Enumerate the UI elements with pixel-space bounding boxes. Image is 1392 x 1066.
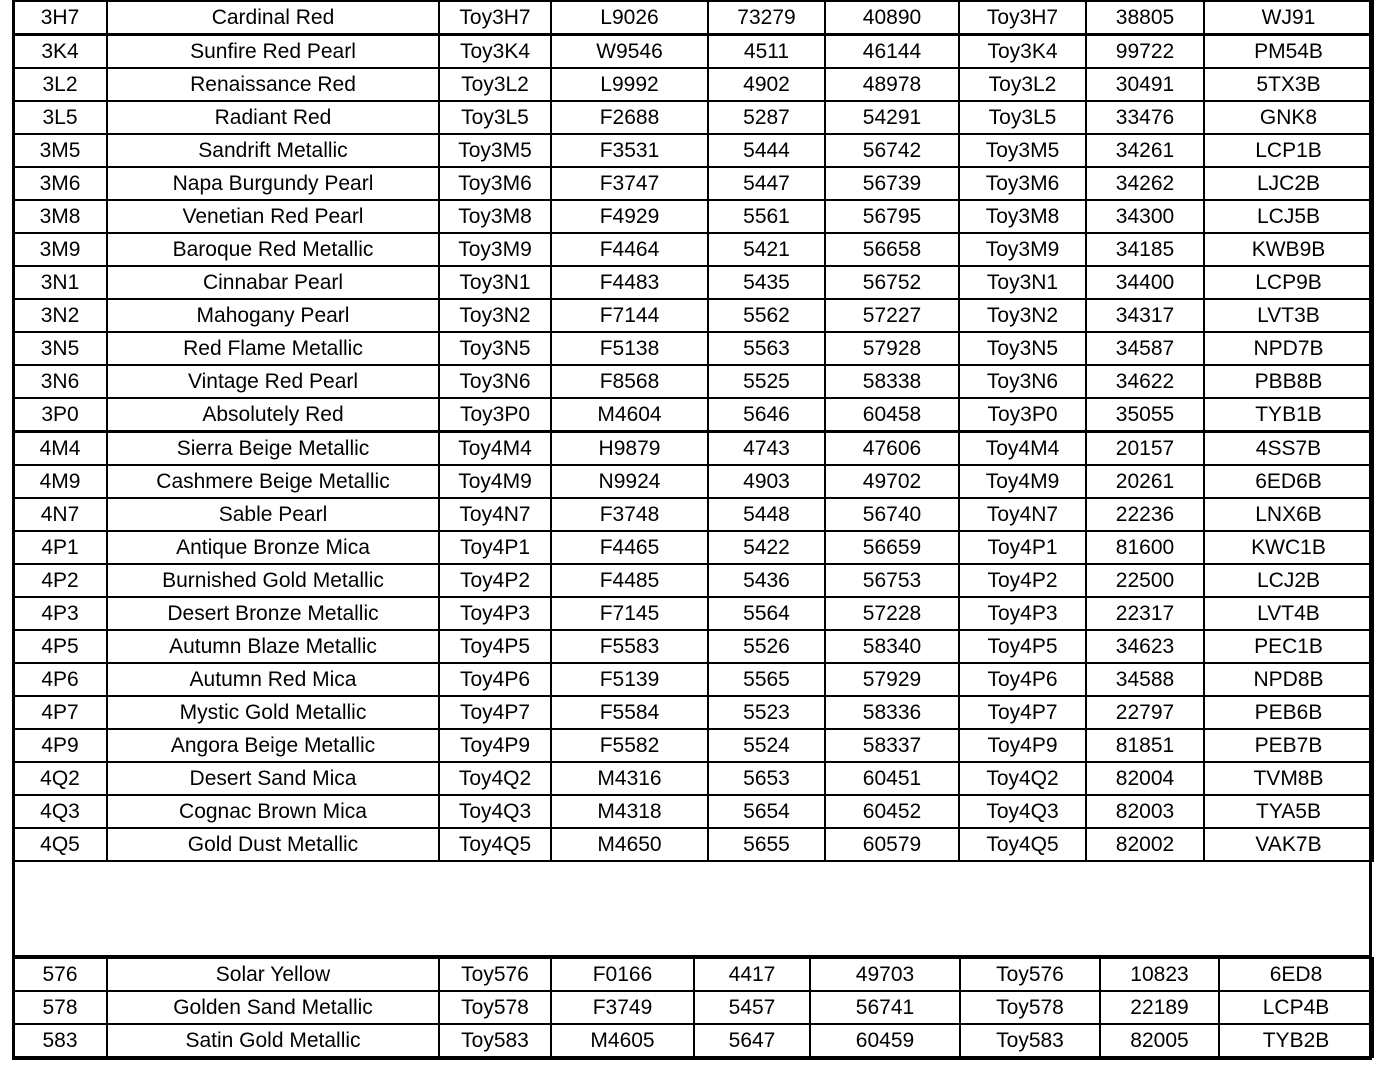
table-cell: 34185 [1086, 233, 1204, 266]
table-cell: Toy578 [439, 991, 551, 1024]
table-row [13, 1024, 1373, 1057]
table-cell: 5422 [708, 531, 825, 564]
table-cell: 5525 [708, 365, 825, 398]
table-cell: WJ91 [1204, 1, 1373, 35]
table-cell: 57227 [825, 299, 959, 332]
table-cell: 22317 [1086, 597, 1204, 630]
table-cell: PEB7B [1204, 729, 1373, 762]
table-cell: LCP1B [1204, 134, 1373, 167]
table-cell: 34262 [1086, 167, 1204, 200]
table-cell: 5646 [708, 398, 825, 432]
table-cell: M4316 [551, 762, 708, 795]
table-row [13, 134, 1373, 167]
table-row [13, 531, 1373, 564]
table-cell: 58337 [825, 729, 959, 762]
table-cell: M4604 [551, 398, 708, 432]
table-cell: 56795 [825, 200, 959, 233]
table-cell: 35055 [1086, 398, 1204, 432]
table-cell: Toy4Q5 [959, 828, 1086, 861]
table-row [13, 795, 1373, 828]
table-cell: Toy4M4 [439, 432, 551, 466]
table-row [13, 465, 1373, 498]
table-cell: 3N2 [13, 299, 107, 332]
table-row [13, 365, 1373, 398]
table-cell: 4P6 [13, 663, 107, 696]
table-cell: Renaissance Red [107, 68, 439, 101]
table-cell: 583 [13, 1024, 107, 1057]
table-cell: Toy4M9 [439, 465, 551, 498]
table-cell: 58338 [825, 365, 959, 398]
table-row [13, 68, 1373, 101]
table-cell: 33476 [1086, 101, 1204, 134]
table-cell: Toy4Q3 [439, 795, 551, 828]
table-cell: Toy3M9 [959, 233, 1086, 266]
table-cell: Golden Sand Metallic [107, 991, 439, 1024]
table-cell: Toy3M6 [439, 167, 551, 200]
table-cell: M4318 [551, 795, 708, 828]
table-cell: 5523 [708, 696, 825, 729]
table-cell: 60459 [810, 1024, 960, 1057]
table-cell: 4P3 [13, 597, 107, 630]
table-row [13, 432, 1373, 466]
table-cell: 60452 [825, 795, 959, 828]
table-cell: LCP4B [1219, 991, 1373, 1024]
table-cell: 5647 [694, 1024, 810, 1057]
table-cell: Toy3L5 [959, 101, 1086, 134]
table-cell: Gold Dust Metallic [107, 828, 439, 861]
table-cell: Sunfire Red Pearl [107, 35, 439, 69]
table-cell: LCJ5B [1204, 200, 1373, 233]
table-cell: Sierra Beige Metallic [107, 432, 439, 466]
table-row [13, 828, 1373, 861]
table-cell: 10823 [1100, 958, 1219, 991]
table-cell: 49702 [825, 465, 959, 498]
table-cell: 57929 [825, 663, 959, 696]
table-cell: Toy3K4 [959, 35, 1086, 69]
table-cell: 6ED8 [1219, 958, 1373, 991]
table-cell: 5561 [708, 200, 825, 233]
table-cell: 56753 [825, 564, 959, 597]
table-cell: W9546 [551, 35, 708, 69]
table-cell: M4650 [551, 828, 708, 861]
table-cell: F5584 [551, 696, 708, 729]
table-cell: 5563 [708, 332, 825, 365]
table-cell: 34588 [1086, 663, 1204, 696]
table-cell: 4SS7B [1204, 432, 1373, 466]
table-cell: F3748 [551, 498, 708, 531]
table-cell: 58336 [825, 696, 959, 729]
section-gap [12, 922, 1372, 957]
table-cell: 4P7 [13, 696, 107, 729]
table-row [13, 1, 1373, 35]
table-row [13, 101, 1373, 134]
table-row [13, 200, 1373, 233]
table-row [13, 597, 1373, 630]
table-cell: 46144 [825, 35, 959, 69]
table-cell: NPD7B [1204, 332, 1373, 365]
table-cell: 34261 [1086, 134, 1204, 167]
table-cell: TVM8B [1204, 762, 1373, 795]
table-cell: 38805 [1086, 1, 1204, 35]
table-cell: 5287 [708, 101, 825, 134]
table-cell: 4743 [708, 432, 825, 466]
table-cell: Sable Pearl [107, 498, 439, 531]
table-cell: Toy4M4 [959, 432, 1086, 466]
table-cell: PM54B [1204, 35, 1373, 69]
table-cell: Toy4P7 [439, 696, 551, 729]
table-cell: F5582 [551, 729, 708, 762]
table-cell: 73279 [708, 1, 825, 35]
table-cell: LNX6B [1204, 498, 1373, 531]
table-cell: Toy3M8 [959, 200, 1086, 233]
table-cell: Autumn Red Mica [107, 663, 439, 696]
table-cell: 4P1 [13, 531, 107, 564]
table-cell: F4929 [551, 200, 708, 233]
table-cell: 40890 [825, 1, 959, 35]
table-cell: 5524 [708, 729, 825, 762]
table-cell: LCP9B [1204, 266, 1373, 299]
table-cell: 20157 [1086, 432, 1204, 466]
table-cell: 4P2 [13, 564, 107, 597]
table-row [13, 958, 1373, 991]
table-cell: 5448 [708, 498, 825, 531]
table-cell: Cardinal Red [107, 1, 439, 35]
table-cell: 56741 [810, 991, 960, 1024]
table-cell: TYB1B [1204, 398, 1373, 432]
table-cell: LVT3B [1204, 299, 1373, 332]
table-cell: 54291 [825, 101, 959, 134]
table-cell: 82002 [1086, 828, 1204, 861]
table-cell: 60451 [825, 762, 959, 795]
table-cell: 49703 [810, 958, 960, 991]
table-cell: Toy3N5 [439, 332, 551, 365]
table-cell: F3747 [551, 167, 708, 200]
paint-code-table-yellow [12, 957, 1374, 1058]
table-cell: Toy3N5 [959, 332, 1086, 365]
table-cell: Toy4P2 [959, 564, 1086, 597]
table-cell: 3N1 [13, 266, 107, 299]
table-cell: KWB9B [1204, 233, 1373, 266]
table-cell: Toy3M8 [439, 200, 551, 233]
table-cell: 5565 [708, 663, 825, 696]
table-cell: F2688 [551, 101, 708, 134]
table-cell: H9879 [551, 432, 708, 466]
table-cell: KWC1B [1204, 531, 1373, 564]
table-cell: Burnished Gold Metallic [107, 564, 439, 597]
table-cell: Toy583 [439, 1024, 551, 1057]
table-row [13, 630, 1373, 663]
table-cell: F5583 [551, 630, 708, 663]
table-cell: 6ED6B [1204, 465, 1373, 498]
table-cell: Toy3H7 [959, 1, 1086, 35]
table-cell: 22797 [1086, 696, 1204, 729]
table-cell: F8568 [551, 365, 708, 398]
table-cell: Toy3N2 [959, 299, 1086, 332]
table-cell: 56742 [825, 134, 959, 167]
table-cell: Toy578 [960, 991, 1100, 1024]
table-cell: TYA5B [1204, 795, 1373, 828]
table-cell: Toy4M9 [959, 465, 1086, 498]
table-cell: 4417 [694, 958, 810, 991]
table-cell: 5654 [708, 795, 825, 828]
table-cell: 4Q3 [13, 795, 107, 828]
table-cell: Toy3L2 [439, 68, 551, 101]
table-cell: LVT4B [1204, 597, 1373, 630]
table-cell: Toy3L5 [439, 101, 551, 134]
table-cell: 34622 [1086, 365, 1204, 398]
table-cell: Venetian Red Pearl [107, 200, 439, 233]
table-cell: F3749 [551, 991, 694, 1024]
table-cell: Toy3M5 [439, 134, 551, 167]
table-cell: Toy4P6 [439, 663, 551, 696]
table-cell: Vintage Red Pearl [107, 365, 439, 398]
table-row [13, 729, 1373, 762]
table-cell: 4903 [708, 465, 825, 498]
table-cell: Toy3K4 [439, 35, 551, 69]
table-cell: 56740 [825, 498, 959, 531]
table-cell: Toy4P3 [959, 597, 1086, 630]
table-cell: F5138 [551, 332, 708, 365]
table-cell: PBB8B [1204, 365, 1373, 398]
table-row [13, 991, 1373, 1024]
table-cell: M4605 [551, 1024, 694, 1057]
table-row [13, 233, 1373, 266]
table-cell: Toy3N2 [439, 299, 551, 332]
table-cell: F4483 [551, 266, 708, 299]
table-cell: 3M5 [13, 134, 107, 167]
table-cell: 57228 [825, 597, 959, 630]
table-row [13, 398, 1373, 432]
table-cell: 56659 [825, 531, 959, 564]
table-cell: 3N5 [13, 332, 107, 365]
table-cell: 3N6 [13, 365, 107, 398]
table-cell: Mahogany Pearl [107, 299, 439, 332]
table-cell: 82005 [1100, 1024, 1219, 1057]
table-cell: 4P5 [13, 630, 107, 663]
table-cell: Toy3N6 [959, 365, 1086, 398]
table-cell: 56752 [825, 266, 959, 299]
table-cell: Satin Gold Metallic [107, 1024, 439, 1057]
table-cell: Toy576 [439, 958, 551, 991]
table-cell: 4P9 [13, 729, 107, 762]
table-cell: 4M4 [13, 432, 107, 466]
table-cell: 4511 [708, 35, 825, 69]
table-cell: Red Flame Metallic [107, 332, 439, 365]
table-cell: 5447 [708, 167, 825, 200]
table-cell: 22500 [1086, 564, 1204, 597]
table-cell: 5562 [708, 299, 825, 332]
table-cell: 82003 [1086, 795, 1204, 828]
table-cell: Toy3L2 [959, 68, 1086, 101]
table-cell: 22189 [1100, 991, 1219, 1024]
table-cell: 34317 [1086, 299, 1204, 332]
table-cell: Toy3N6 [439, 365, 551, 398]
table-cell: 81600 [1086, 531, 1204, 564]
table-cell: Solar Yellow [107, 958, 439, 991]
table-cell: F7144 [551, 299, 708, 332]
table-cell: F7145 [551, 597, 708, 630]
table-cell: 3H7 [13, 1, 107, 35]
table-cell: 5421 [708, 233, 825, 266]
table-cell: Mystic Gold Metallic [107, 696, 439, 729]
table-cell: Toy4N7 [959, 498, 1086, 531]
table-cell: Angora Beige Metallic [107, 729, 439, 762]
table-cell: 57928 [825, 332, 959, 365]
table-cell: 5457 [694, 991, 810, 1024]
table-row [13, 299, 1373, 332]
table-row [13, 762, 1373, 795]
table-row [13, 663, 1373, 696]
table-cell: Toy4P2 [439, 564, 551, 597]
table-cell: Antique Bronze Mica [107, 531, 439, 564]
table-cell: Autumn Blaze Metallic [107, 630, 439, 663]
table-cell: 4Q2 [13, 762, 107, 795]
table-cell: Toy4P9 [439, 729, 551, 762]
table-row [13, 167, 1373, 200]
table-cell: 3L2 [13, 68, 107, 101]
table-cell: 60579 [825, 828, 959, 861]
table-cell: Toy3M5 [959, 134, 1086, 167]
table-cell: F4485 [551, 564, 708, 597]
table-cell: 3M8 [13, 200, 107, 233]
table-cell: 5TX3B [1204, 68, 1373, 101]
table-cell: Cognac Brown Mica [107, 795, 439, 828]
table-cell: 81851 [1086, 729, 1204, 762]
table-cell: Toy3H7 [439, 1, 551, 35]
table-cell: Toy3N1 [439, 266, 551, 299]
table-cell: PEB6B [1204, 696, 1373, 729]
table-cell: L9026 [551, 1, 708, 35]
table-cell: 34300 [1086, 200, 1204, 233]
table-cell: 82004 [1086, 762, 1204, 795]
table-cell: 99722 [1086, 35, 1204, 69]
table-cell: 3M9 [13, 233, 107, 266]
table-cell: Toy3M9 [439, 233, 551, 266]
table-cell: Toy4P3 [439, 597, 551, 630]
table-cell: PEC1B [1204, 630, 1373, 663]
table-cell: 4902 [708, 68, 825, 101]
table-cell: 5444 [708, 134, 825, 167]
table-cell: 5564 [708, 597, 825, 630]
table-cell: F4464 [551, 233, 708, 266]
table-cell: 578 [13, 991, 107, 1024]
table-cell: 5653 [708, 762, 825, 795]
table-cell: 34587 [1086, 332, 1204, 365]
table-cell: Toy4Q5 [439, 828, 551, 861]
table-cell: Napa Burgundy Pearl [107, 167, 439, 200]
table-cell: 3M6 [13, 167, 107, 200]
table-cell: 4N7 [13, 498, 107, 531]
table-row [13, 332, 1373, 365]
table-cell: Desert Sand Mica [107, 762, 439, 795]
table-cell: Toy4P5 [959, 630, 1086, 663]
table-cell: F4465 [551, 531, 708, 564]
table-cell: GNK8 [1204, 101, 1373, 134]
table-cell: Toy3P0 [439, 398, 551, 432]
table-cell: 60458 [825, 398, 959, 432]
table-cell: LCJ2B [1204, 564, 1373, 597]
table-cell: 4M9 [13, 465, 107, 498]
table-cell: Toy3M6 [959, 167, 1086, 200]
table-cell: Toy576 [960, 958, 1100, 991]
table-cell: Toy4P7 [959, 696, 1086, 729]
table-cell: 58340 [825, 630, 959, 663]
table-cell: 5435 [708, 266, 825, 299]
table-cell: Toy4P9 [959, 729, 1086, 762]
table-cell: VAK7B [1204, 828, 1373, 861]
table-row [13, 564, 1373, 597]
table-cell: Sandrift Metallic [107, 134, 439, 167]
table-cell: L9992 [551, 68, 708, 101]
table-cell: 5655 [708, 828, 825, 861]
table-cell: 5526 [708, 630, 825, 663]
table-cell: Toy4P5 [439, 630, 551, 663]
table-row [13, 498, 1373, 531]
table-cell: 34623 [1086, 630, 1204, 663]
paint-code-table-main [12, 0, 1374, 862]
table-cell: Desert Bronze Metallic [107, 597, 439, 630]
table-cell: 56739 [825, 167, 959, 200]
table-cell: F3531 [551, 134, 708, 167]
table-cell: NPD8B [1204, 663, 1373, 696]
table-cell: 30491 [1086, 68, 1204, 101]
table-cell: Toy4Q2 [959, 762, 1086, 795]
table-cell: Cashmere Beige Metallic [107, 465, 439, 498]
table-cell: Radiant Red [107, 101, 439, 134]
table-row [13, 35, 1373, 69]
table-cell: Toy3P0 [959, 398, 1086, 432]
table-row [13, 696, 1373, 729]
table-cell: LJC2B [1204, 167, 1373, 200]
table-cell: Toy4Q2 [439, 762, 551, 795]
table-cell: 47606 [825, 432, 959, 466]
table-cell: 3P0 [13, 398, 107, 432]
table-cell: N9924 [551, 465, 708, 498]
table-cell: 56658 [825, 233, 959, 266]
table-cell: Toy4N7 [439, 498, 551, 531]
table-cell: Cinnabar Pearl [107, 266, 439, 299]
table-cell: 576 [13, 958, 107, 991]
table-cell: F5139 [551, 663, 708, 696]
table-cell: 48978 [825, 68, 959, 101]
table-cell: Toy4P1 [439, 531, 551, 564]
table-cell: Toy4Q3 [959, 795, 1086, 828]
table-cell: Toy4P1 [959, 531, 1086, 564]
table-cell: TYB2B [1219, 1024, 1373, 1057]
table-cell: Toy3N1 [959, 266, 1086, 299]
table-cell: Toy583 [960, 1024, 1100, 1057]
table-cell: Toy4P6 [959, 663, 1086, 696]
table-cell: Baroque Red Metallic [107, 233, 439, 266]
table-cell: F0166 [551, 958, 694, 991]
table-cell: Absolutely Red [107, 398, 439, 432]
table-cell: 3L5 [13, 101, 107, 134]
table-cell: 3K4 [13, 35, 107, 69]
table-cell: 34400 [1086, 266, 1204, 299]
table-cell: 5436 [708, 564, 825, 597]
table-cell: 22236 [1086, 498, 1204, 531]
table-cell: 20261 [1086, 465, 1204, 498]
table-cell: 4Q5 [13, 828, 107, 861]
table-row [13, 266, 1373, 299]
